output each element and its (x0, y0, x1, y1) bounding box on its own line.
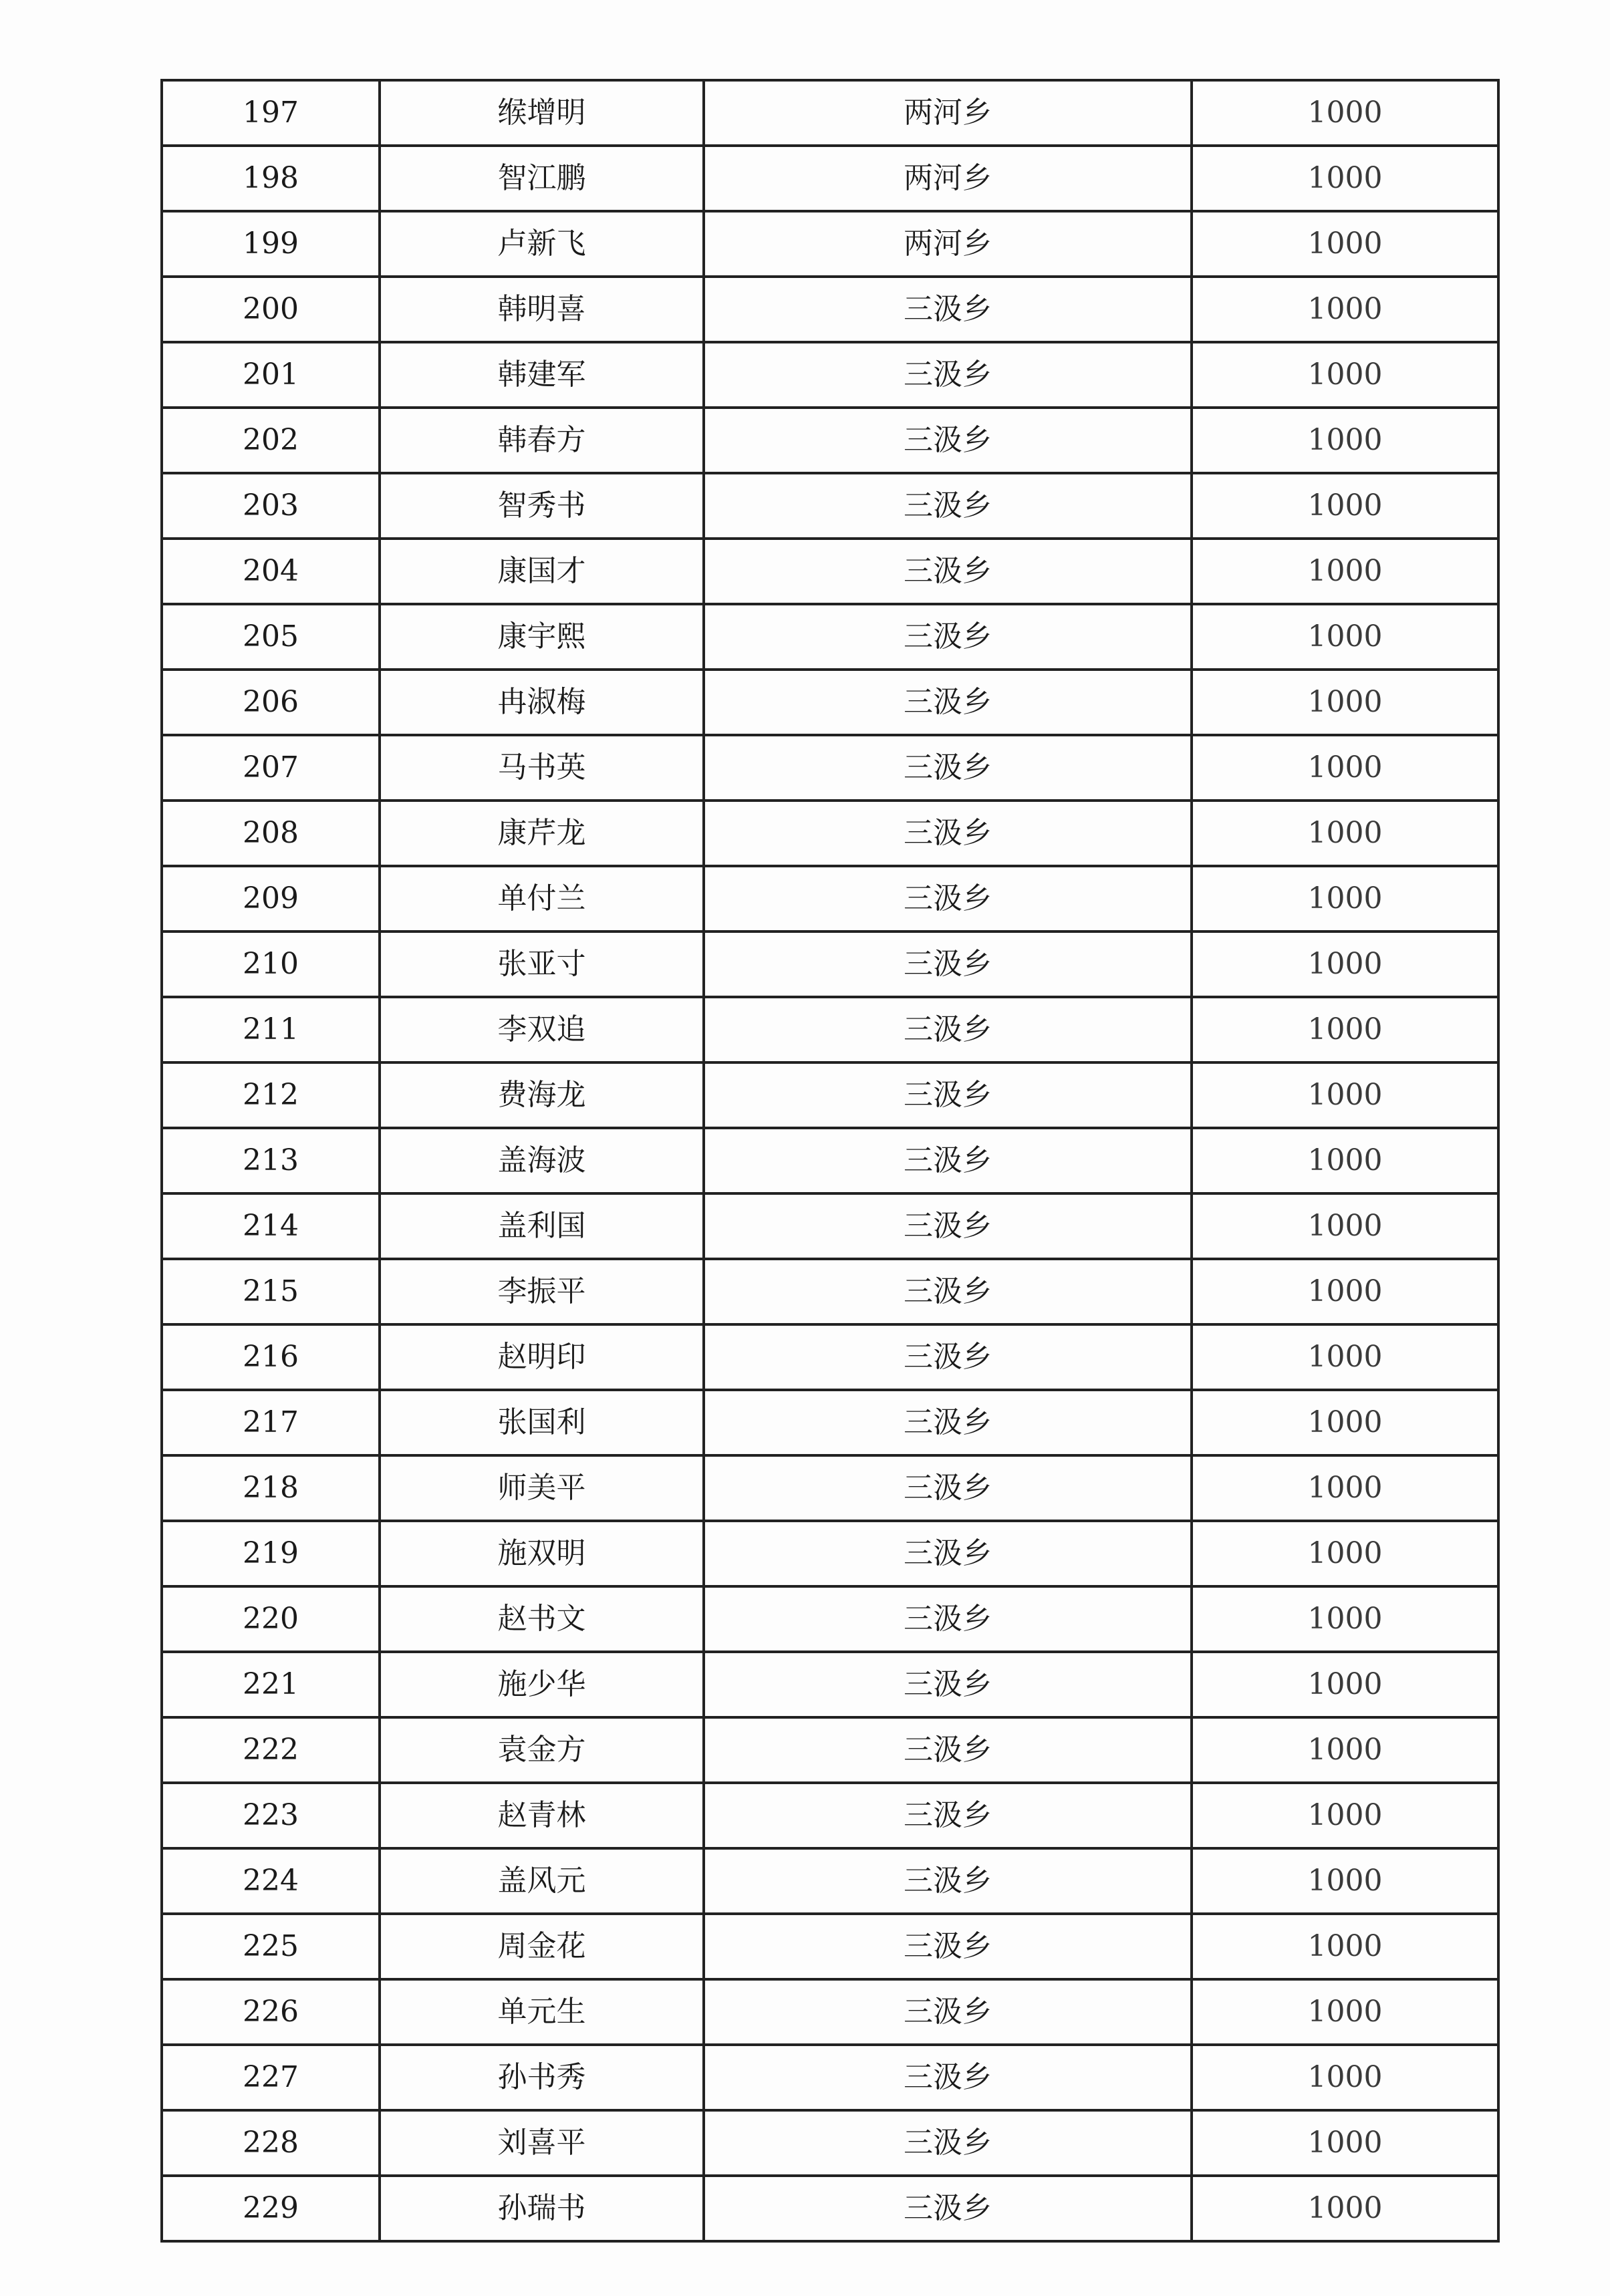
township-cell: 三汲乡 (704, 408, 1192, 473)
row-number-cell: 210 (162, 931, 380, 997)
amount-cell: 1000 (1192, 1652, 1498, 1717)
person-name-cell: 马书英 (380, 735, 704, 801)
township-cell: 三汲乡 (704, 1259, 1192, 1324)
row-number-cell: 228 (162, 2110, 380, 2176)
person-name-cell: 单元生 (380, 1979, 704, 2045)
person-name-cell: 袁金方 (380, 1717, 704, 1783)
row-number-cell: 212 (162, 1062, 380, 1128)
row-number-cell: 208 (162, 801, 380, 866)
township-cell: 三汲乡 (704, 2176, 1192, 2241)
row-number-cell: 202 (162, 408, 380, 473)
amount-cell: 1000 (1192, 1455, 1498, 1521)
amount-cell: 1000 (1192, 2110, 1498, 2176)
amount-cell: 1000 (1192, 211, 1498, 277)
amount-cell: 1000 (1192, 1717, 1498, 1783)
township-cell: 三汲乡 (704, 931, 1192, 997)
township-cell: 三汲乡 (704, 1979, 1192, 2045)
table-row (162, 931, 1498, 997)
row-number-cell: 205 (162, 604, 380, 670)
row-number-cell: 219 (162, 1521, 380, 1586)
person-name-cell: 周金花 (380, 1914, 704, 1979)
table-row (162, 1128, 1498, 1193)
person-name-cell: 师美平 (380, 1455, 704, 1521)
amount-cell: 1000 (1192, 1848, 1498, 1914)
row-number-cell: 216 (162, 1324, 380, 1390)
row-number-cell: 217 (162, 1390, 380, 1455)
row-number-cell: 226 (162, 1979, 380, 2045)
township-cell: 三汲乡 (704, 539, 1192, 604)
table-row (162, 1259, 1498, 1324)
amount-cell: 1000 (1192, 408, 1498, 473)
township-cell: 三汲乡 (704, 2045, 1192, 2110)
row-number-cell: 223 (162, 1783, 380, 1848)
township-cell: 三汲乡 (704, 277, 1192, 342)
person-name-cell: 赵青林 (380, 1783, 704, 1848)
township-cell: 两河乡 (704, 211, 1192, 277)
table-row (162, 473, 1498, 539)
person-name-cell: 康国才 (380, 539, 704, 604)
township-cell: 三汲乡 (704, 473, 1192, 539)
amount-cell: 1000 (1192, 735, 1498, 801)
row-number-cell: 199 (162, 211, 380, 277)
table-row (162, 866, 1498, 931)
township-cell: 三汲乡 (704, 1521, 1192, 1586)
row-number-cell: 198 (162, 146, 380, 211)
township-cell: 三汲乡 (704, 1324, 1192, 1390)
table-row (162, 211, 1498, 277)
table-row (162, 1848, 1498, 1914)
person-name-cell: 韩春方 (380, 408, 704, 473)
person-name-cell: 费海龙 (380, 1062, 704, 1128)
table-row (162, 277, 1498, 342)
amount-cell: 1000 (1192, 866, 1498, 931)
township-cell: 三汲乡 (704, 670, 1192, 735)
person-name-cell: 张亚寸 (380, 931, 704, 997)
township-cell: 三汲乡 (704, 342, 1192, 408)
table-row (162, 342, 1498, 408)
table-row (162, 146, 1498, 211)
person-name-cell: 卢新飞 (380, 211, 704, 277)
person-name-cell: 康芹龙 (380, 801, 704, 866)
person-name-cell: 刘喜平 (380, 2110, 704, 2176)
township-cell: 三汲乡 (704, 1193, 1192, 1259)
amount-cell: 1000 (1192, 604, 1498, 670)
amount-cell: 1000 (1192, 1128, 1498, 1193)
row-number-cell: 213 (162, 1128, 380, 1193)
amount-cell: 1000 (1192, 1521, 1498, 1586)
amount-cell: 1000 (1192, 539, 1498, 604)
row-number-cell: 197 (162, 80, 380, 146)
person-name-cell: 李振平 (380, 1259, 704, 1324)
table-row (162, 604, 1498, 670)
row-number-cell: 227 (162, 2045, 380, 2110)
amount-cell: 1000 (1192, 277, 1498, 342)
township-cell: 三汲乡 (704, 2110, 1192, 2176)
amount-cell: 1000 (1192, 931, 1498, 997)
row-number-cell: 221 (162, 1652, 380, 1717)
amount-cell: 1000 (1192, 1390, 1498, 1455)
person-name-cell: 智江鹏 (380, 146, 704, 211)
person-name-cell: 韩建军 (380, 342, 704, 408)
table-row (162, 997, 1498, 1062)
table-row (162, 1390, 1498, 1455)
township-cell: 三汲乡 (704, 1586, 1192, 1652)
row-number-cell: 203 (162, 473, 380, 539)
table-row (162, 1717, 1498, 1783)
township-cell: 三汲乡 (704, 1390, 1192, 1455)
township-cell: 三汲乡 (704, 1455, 1192, 1521)
person-name-cell: 孙瑞书 (380, 2176, 704, 2241)
table-row (162, 1324, 1498, 1390)
person-name-cell: 赵书文 (380, 1586, 704, 1652)
table-row (162, 735, 1498, 801)
table-row (162, 1783, 1498, 1848)
township-cell: 三汲乡 (704, 1783, 1192, 1848)
person-name-cell: 孙书秀 (380, 2045, 704, 2110)
person-name-cell: 冉淑梅 (380, 670, 704, 735)
amount-cell: 1000 (1192, 2045, 1498, 2110)
amount-cell: 1000 (1192, 997, 1498, 1062)
person-name-cell: 张国利 (380, 1390, 704, 1455)
person-name-cell: 韩明喜 (380, 277, 704, 342)
person-name-cell: 缑增明 (380, 80, 704, 146)
township-cell: 三汲乡 (704, 801, 1192, 866)
row-number-cell: 215 (162, 1259, 380, 1324)
row-number-cell: 220 (162, 1586, 380, 1652)
township-cell: 三汲乡 (704, 1128, 1192, 1193)
person-name-cell: 盖风元 (380, 1848, 704, 1914)
row-number-cell: 229 (162, 2176, 380, 2241)
person-name-cell: 智秀书 (380, 473, 704, 539)
row-number-cell: 214 (162, 1193, 380, 1259)
person-name-cell: 李双追 (380, 997, 704, 1062)
table-row (162, 1455, 1498, 1521)
amount-cell: 1000 (1192, 1783, 1498, 1848)
row-number-cell: 204 (162, 539, 380, 604)
township-cell: 三汲乡 (704, 1848, 1192, 1914)
amount-cell: 1000 (1192, 1914, 1498, 1979)
row-number-cell: 207 (162, 735, 380, 801)
row-number-cell: 225 (162, 1914, 380, 1979)
amount-cell: 1000 (1192, 1193, 1498, 1259)
amount-cell: 1000 (1192, 80, 1498, 146)
amount-cell: 1000 (1192, 1062, 1498, 1128)
amount-cell: 1000 (1192, 1586, 1498, 1652)
row-number-cell: 209 (162, 866, 380, 931)
table-row (162, 1586, 1498, 1652)
person-name-cell: 施少华 (380, 1652, 704, 1717)
township-cell: 两河乡 (704, 80, 1192, 146)
table-row (162, 2110, 1498, 2176)
row-number-cell: 224 (162, 1848, 380, 1914)
row-number-cell: 211 (162, 997, 380, 1062)
township-cell: 三汲乡 (704, 997, 1192, 1062)
roster-table (160, 79, 1500, 2243)
amount-cell: 1000 (1192, 801, 1498, 866)
amount-cell: 1000 (1192, 2176, 1498, 2241)
township-cell: 三汲乡 (704, 735, 1192, 801)
township-cell: 三汲乡 (704, 1652, 1192, 1717)
person-name-cell: 施双明 (380, 1521, 704, 1586)
amount-cell: 1000 (1192, 670, 1498, 735)
amount-cell: 1000 (1192, 146, 1498, 211)
table-row (162, 408, 1498, 473)
table-row (162, 1521, 1498, 1586)
amount-cell: 1000 (1192, 1979, 1498, 2045)
person-name-cell: 康宇熙 (380, 604, 704, 670)
roster-table-body (162, 80, 1498, 2241)
table-row (162, 1914, 1498, 1979)
township-cell: 两河乡 (704, 146, 1192, 211)
row-number-cell: 222 (162, 1717, 380, 1783)
table-row (162, 539, 1498, 604)
amount-cell: 1000 (1192, 1259, 1498, 1324)
table-row (162, 2045, 1498, 2110)
row-number-cell: 206 (162, 670, 380, 735)
amount-cell: 1000 (1192, 342, 1498, 408)
amount-cell: 1000 (1192, 473, 1498, 539)
person-name-cell: 单付兰 (380, 866, 704, 931)
person-name-cell: 盖利国 (380, 1193, 704, 1259)
table-row (162, 801, 1498, 866)
township-cell: 三汲乡 (704, 1062, 1192, 1128)
township-cell: 三汲乡 (704, 604, 1192, 670)
table-row (162, 1062, 1498, 1128)
township-cell: 三汲乡 (704, 1914, 1192, 1979)
table-row (162, 80, 1498, 146)
amount-cell: 1000 (1192, 1324, 1498, 1390)
person-name-cell: 赵明印 (380, 1324, 704, 1390)
person-name-cell: 盖海波 (380, 1128, 704, 1193)
table-row (162, 1193, 1498, 1259)
township-cell: 三汲乡 (704, 866, 1192, 931)
table-row (162, 2176, 1498, 2241)
row-number-cell: 200 (162, 277, 380, 342)
row-number-cell: 218 (162, 1455, 380, 1521)
township-cell: 三汲乡 (704, 1717, 1192, 1783)
table-row (162, 1979, 1498, 2045)
row-number-cell: 201 (162, 342, 380, 408)
table-row (162, 1652, 1498, 1717)
table-row (162, 670, 1498, 735)
